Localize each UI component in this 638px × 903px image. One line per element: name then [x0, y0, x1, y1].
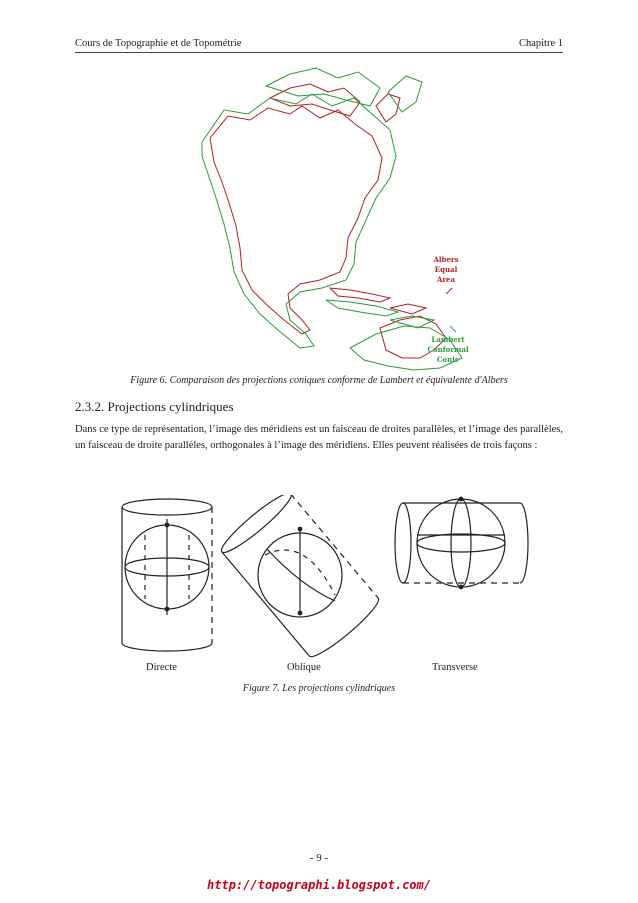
albers-outline [210, 84, 446, 358]
figure-7-caption: Figure 7. Les projections cylindriques [242, 683, 396, 694]
map-svg [150, 58, 480, 373]
cylinder-direct [122, 499, 212, 651]
albers-pointer-arrow [446, 288, 452, 294]
label-oblique: Oblique [287, 662, 321, 673]
legend-albers-line2: Equal [434, 265, 458, 274]
cylinder-transverse [395, 497, 528, 589]
legend-albers-line1: Albers [433, 255, 459, 264]
lambert-outline [202, 68, 462, 370]
label-transverse: Transverse [432, 662, 478, 673]
header-divider [75, 52, 563, 53]
legend-lambert-line2: Conformal [427, 345, 469, 354]
header-chapter: Chapitre 1 [518, 38, 563, 49]
section-paragraph: Dans ce type de représentation, l’image des méridiens est un faisceau de droites parallèles, et l’image des parallèles, un faisceau de droite parallèles, orthogonales à l’image des méridiens. Elles peuvent réalisées de trois façons : [75, 424, 563, 451]
cylindrical-projections-diagram [105, 495, 535, 665]
page-number: - 9 - [309, 852, 329, 864]
cylinders-svg [105, 495, 535, 665]
legend-lambert-line3: Conic [436, 355, 460, 364]
label-directe: Directe [146, 662, 177, 673]
north-america-projection-map [150, 58, 480, 373]
footer-url-link[interactable]: http://topographi.blogspot.com/ [207, 878, 431, 892]
legend-lambert-line1: Lambert [431, 335, 465, 344]
lambert-pointer-arrow [450, 326, 456, 332]
legend-albers-line3: Area [436, 275, 456, 284]
section-heading: 2.3.2. Projections cylindriques [75, 399, 234, 414]
figure-6-caption: Figure 6. Comparaison des projections coniques conforme de Lambert et équivalente d'Albers [130, 375, 508, 386]
header-course-title: Cours de Topographie et de Topométrie [75, 38, 242, 49]
